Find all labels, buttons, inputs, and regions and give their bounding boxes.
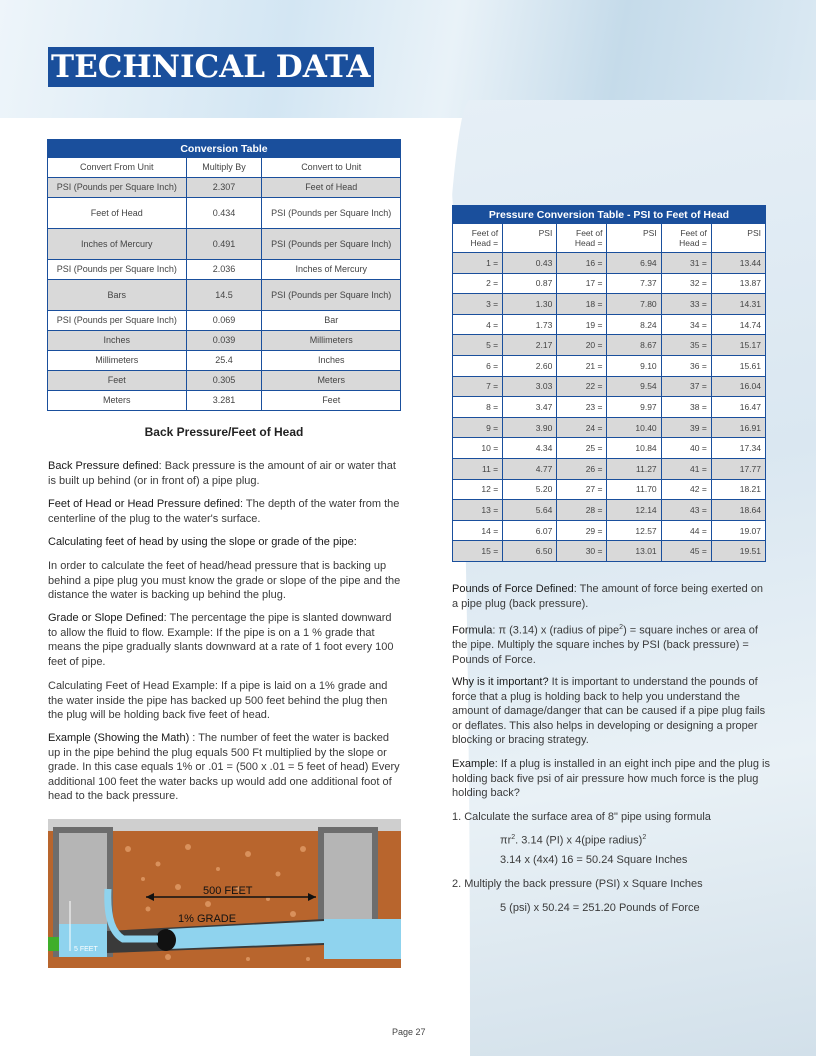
table-cell: Inches (262, 351, 401, 371)
table-cell: 40 = (661, 438, 711, 459)
table-cell: 12.57 (607, 520, 661, 541)
table-cell: Feet (48, 371, 187, 391)
table-cell: 7.37 (607, 273, 661, 294)
conversion-table (47, 139, 401, 411)
step-1-result: 3.14 x (4x4) 16 = 50.24 Square Inches (500, 854, 688, 866)
table-cell: 20 = (557, 335, 607, 356)
table-cell: 2.036 (186, 260, 262, 280)
conversion-table-header-row (48, 158, 401, 178)
table-cell: 13.01 (607, 541, 661, 562)
table-cell: Bar (262, 311, 401, 331)
column-header: PSI (607, 224, 661, 253)
table-cell: PSI (Pounds per Square Inch) (48, 311, 187, 331)
pipe-plug (156, 929, 176, 951)
table-cell: 13.87 (711, 273, 765, 294)
table-cell: 8.67 (607, 335, 661, 356)
superscript: 2 (642, 834, 647, 841)
column-header: Feet of Head = (661, 224, 711, 253)
table-cell: Bars (48, 280, 187, 311)
superscript: 2 (619, 624, 624, 631)
table-row (48, 331, 401, 351)
text: ) = square inches or area of the pipe. Multiply the square inches by PSI (back pressure) = Pounds of Force. (452, 624, 758, 666)
back-pressure-definition (48, 459, 402, 488)
table-cell: 18.64 (711, 500, 765, 521)
table-cell: 9.97 (607, 397, 661, 418)
math-example (48, 731, 402, 804)
table-row (453, 541, 766, 562)
table-row (48, 311, 401, 331)
label: Why is it important? (452, 676, 549, 688)
table-row (48, 351, 401, 371)
force-definition (452, 582, 770, 611)
text: πr (500, 834, 512, 847)
column-header: PSI (711, 224, 765, 253)
table-cell: 38 = (661, 397, 711, 418)
label: Example (Showing the Math) (48, 732, 190, 744)
table-cell: 4 = (453, 314, 503, 335)
table-cell: 37 = (661, 376, 711, 397)
table-cell: 5.64 (503, 500, 557, 521)
table-cell: Inches of Mercury (48, 229, 187, 260)
page-number: Page 27 (392, 1027, 426, 1037)
table-cell: 3 = (453, 294, 503, 315)
table-row (453, 479, 766, 500)
table-cell: Meters (48, 391, 187, 411)
table-cell: PSI (Pounds per Square Inch) (262, 198, 401, 229)
table-cell: 45 = (661, 541, 711, 562)
table-cell: 26 = (557, 458, 607, 479)
table-cell: 4.77 (503, 458, 557, 479)
label: Feet of Head or Head Pressure defined (48, 498, 241, 510)
table-cell: 8 = (453, 397, 503, 418)
label: Grade or Slope Defined (48, 612, 164, 624)
table-cell: 14 = (453, 520, 503, 541)
step-1: 1. Calculate the surface area of 8" pipe using formula (452, 811, 711, 823)
table-cell: 33 = (661, 294, 711, 315)
table-row (453, 376, 766, 397)
table-row (453, 294, 766, 315)
table-cell: 7 = (453, 376, 503, 397)
table-cell: 17 = (557, 273, 607, 294)
table-cell: 34 = (661, 314, 711, 335)
table-cell: 18.21 (711, 479, 765, 500)
table-cell: 1.73 (503, 314, 557, 335)
table-cell: 19.07 (711, 520, 765, 541)
table-cell: 3.47 (503, 397, 557, 418)
text: : π (3.14) x (radius of pipe (492, 624, 620, 637)
left-outlet-pipe (48, 937, 59, 951)
column-header: Convert From Unit (48, 158, 187, 178)
table-cell: 17.77 (711, 458, 765, 479)
table-cell: 10 = (453, 438, 503, 459)
text: . 3.14 (PI) x 4(pipe radius) (515, 834, 643, 847)
table-cell: 31 = (661, 253, 711, 274)
table-cell: 2.60 (503, 355, 557, 376)
text: : The percentage the pipe is slanted downward to allow the fluid to flow. Example: If the pipe is on a 1 % grade that means the pipe gradually slants downward at a rate of 1 foot every 100 feet of pipe. (48, 612, 394, 668)
table-cell: 19 = (557, 314, 607, 335)
table-cell: 17.34 (711, 438, 765, 459)
table-cell: 21 = (557, 355, 607, 376)
table-cell: 29 = (557, 520, 607, 541)
table-cell: Inches of Mercury (262, 260, 401, 280)
table-cell: 28 = (557, 500, 607, 521)
table-cell: 42 = (661, 479, 711, 500)
table-cell: 4.34 (503, 438, 557, 459)
superscript: 2 (511, 834, 516, 841)
table-row (48, 229, 401, 260)
table-cell: 16.47 (711, 397, 765, 418)
table-cell: 41 = (661, 458, 711, 479)
table-cell: 22 = (557, 376, 607, 397)
importance (452, 675, 770, 748)
table-cell: 0.87 (503, 273, 557, 294)
conversion-table-caption: Conversion Table (48, 140, 401, 158)
section-heading: Back Pressure/Feet of Head (144, 425, 304, 439)
table-row (453, 314, 766, 335)
table-cell: 16.91 (711, 417, 765, 438)
psi-table (452, 205, 766, 562)
table-cell: 7.80 (607, 294, 661, 315)
table-row (453, 273, 766, 294)
table-cell: PSI (Pounds per Square Inch) (262, 229, 401, 260)
table-cell: 0.434 (186, 198, 262, 229)
table-cell: 16.04 (711, 376, 765, 397)
table-cell: Inches (48, 331, 187, 351)
table-cell: 2.307 (186, 178, 262, 198)
table-cell: 6 = (453, 355, 503, 376)
table-row (48, 260, 401, 280)
table-cell: Feet (262, 391, 401, 411)
table-cell: 19.51 (711, 541, 765, 562)
table-cell: 10.40 (607, 417, 661, 438)
table-cell: 14.74 (711, 314, 765, 335)
table-cell: 6.07 (503, 520, 557, 541)
table-cell: 10.84 (607, 438, 661, 459)
table-cell: 6.94 (607, 253, 661, 274)
table-cell: 14.5 (186, 280, 262, 311)
table-row (453, 335, 766, 356)
table-row (453, 520, 766, 541)
table-cell: 25.4 (186, 351, 262, 371)
table-cell: 3.90 (503, 417, 557, 438)
table-cell: 3.281 (186, 391, 262, 411)
column-header: Feet of Head = (557, 224, 607, 253)
table-cell: 23 = (557, 397, 607, 418)
table-cell: 15.17 (711, 335, 765, 356)
table-row (48, 178, 401, 198)
feet-of-head-definition (48, 497, 402, 526)
text: : The number of feet the water is backed up in the pipe behind the plug equals 500 Ft multiplied by the slope or grade. In this case equals 1% or .01 = (500 x .01 = 5 feet of head) Every additional 100 feet the water backs up would add one additional foot of head to the back pressure. (48, 732, 400, 803)
text: : Back pressure is the amount of air or water that is built up behind (or in front of) a pipe plug. (48, 460, 396, 487)
calculating-paragraph: In order to calculate the feet of head/head pressure that is backing up behind a pipe plug you must know the grade or slope of the pipe and the distance the water is backing up behind the plug. (48, 560, 401, 602)
table-row (453, 458, 766, 479)
text: : The depth of the water from the centerline of the plug to the water's surface. (48, 498, 400, 525)
table-row (48, 371, 401, 391)
distance-label: 500 FEET (203, 885, 253, 897)
table-cell: 8.24 (607, 314, 661, 335)
table-cell: 44 = (661, 520, 711, 541)
step-2-result: 5 (psi) x 50.24 = 251.20 Pounds of Force (500, 902, 700, 914)
table-cell: 11.70 (607, 479, 661, 500)
table-cell: 15.61 (711, 355, 765, 376)
table-cell: 0.305 (186, 371, 262, 391)
force-example (452, 757, 770, 801)
column-header: PSI (503, 224, 557, 253)
table-cell: 9.54 (607, 376, 661, 397)
table-cell: 5.20 (503, 479, 557, 500)
grade-label: 1% GRADE (178, 913, 237, 925)
table-cell: 11 = (453, 458, 503, 479)
table-row (48, 280, 401, 311)
table-cell: 24 = (557, 417, 607, 438)
table-cell: Feet of Head (262, 178, 401, 198)
table-cell: 35 = (661, 335, 711, 356)
table-row (453, 417, 766, 438)
page-title: TECHNICAL DATA (48, 47, 374, 87)
table-cell: 1 = (453, 253, 503, 274)
psi-table-header-row (453, 224, 766, 253)
step-1-formula (500, 831, 770, 848)
label: Calculating feet of head by using the slope or grade of the pipe: (48, 536, 357, 548)
table-cell: 13 = (453, 500, 503, 521)
table-cell: 1.30 (503, 294, 557, 315)
table-cell: 0.069 (186, 311, 262, 331)
table-cell: 0.039 (186, 331, 262, 351)
table-cell: 43 = (661, 500, 711, 521)
table-cell: 5 = (453, 335, 503, 356)
label: Pounds of Force Defined (452, 583, 574, 595)
pipe-plug-diagram (48, 819, 401, 968)
formula (452, 621, 770, 667)
table-cell: 11.27 (607, 458, 661, 479)
table-cell: Millimeters (262, 331, 401, 351)
table-cell: 2 = (453, 273, 503, 294)
label: Formula (452, 624, 493, 637)
table-cell: 12.14 (607, 500, 661, 521)
table-cell: 25 = (557, 438, 607, 459)
table-cell: 27 = (557, 479, 607, 500)
water-right (324, 919, 401, 959)
table-row (453, 253, 766, 274)
table-cell: Feet of Head (48, 198, 187, 229)
table-cell: 36 = (661, 355, 711, 376)
table-cell: 0.491 (186, 229, 262, 260)
calculating-heading (48, 535, 402, 550)
table-row (453, 438, 766, 459)
table-cell: 30 = (557, 541, 607, 562)
text: It is important to understand the pounds of force that a plug is holding back to help you understand the amount of damage/danger that can be caused if a pipe plug fails or deflates. This also helps in developing or designing a proper blocking or bracing strategy. (452, 676, 766, 747)
table-cell: 15 = (453, 541, 503, 562)
label: Back Pressure defined (48, 460, 159, 472)
text: : If a plug is installed in an eight inch pipe and the plug is holding back five psi of air pressure how much force is the plug holding back? (452, 758, 770, 800)
table-cell: 18 = (557, 294, 607, 315)
table-cell: PSI (Pounds per Square Inch) (262, 280, 401, 311)
table-cell: Meters (262, 371, 401, 391)
grade-definition (48, 611, 402, 669)
table-cell: 16 = (557, 253, 607, 274)
psi-table-caption: Pressure Conversion Table - PSI to Feet of Head (453, 206, 766, 224)
table-row (453, 500, 766, 521)
table-cell: 2.17 (503, 335, 557, 356)
head-example: Calculating Feet of Head Example: If a pipe is laid on a 1% grade and the water inside the pipe has backed up 500 feet behind the plug then the plug will be holding back five feet of head. (48, 680, 388, 722)
text: : The amount of force being exerted on a pipe plug (back pressure). (452, 583, 764, 610)
table-cell: Millimeters (48, 351, 187, 371)
step-2: 2. Multiply the back pressure (PSI) x Square Inches (452, 878, 703, 890)
table-cell: 13.44 (711, 253, 765, 274)
table-cell: 3.03 (503, 376, 557, 397)
column-header: Feet of Head = (453, 224, 503, 253)
column-header: Multiply By (186, 158, 262, 178)
table-cell: 9 = (453, 417, 503, 438)
table-row (48, 198, 401, 229)
column-header: Convert to Unit (262, 158, 401, 178)
table-cell: 12 = (453, 479, 503, 500)
table-cell: 9.10 (607, 355, 661, 376)
table-cell: 39 = (661, 417, 711, 438)
table-cell: 14.31 (711, 294, 765, 315)
table-cell: PSI (Pounds per Square Inch) (48, 178, 187, 198)
table-row (453, 397, 766, 418)
table-cell: PSI (Pounds per Square Inch) (48, 260, 187, 280)
table-row (453, 355, 766, 376)
table-cell: 0.43 (503, 253, 557, 274)
head-label: 5 FEET (74, 946, 98, 953)
label: Example (452, 758, 495, 770)
table-row (48, 391, 401, 411)
table-cell: 6.50 (503, 541, 557, 562)
table-cell: 32 = (661, 273, 711, 294)
